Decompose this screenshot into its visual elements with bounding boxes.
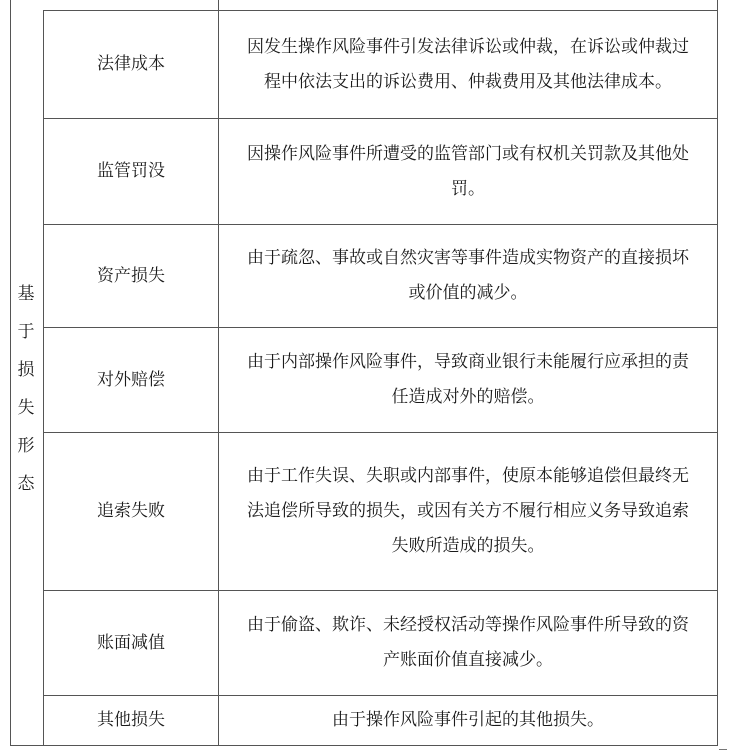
loss-type-name: 监管罚没 <box>97 161 165 181</box>
desc-line: 由于疏忽、事故或自然灾害等事件造成实物资产的直接损坏 <box>247 248 689 268</box>
loss-type-name: 其他损失 <box>97 710 165 730</box>
table-row-other-loss-desc <box>219 696 717 745</box>
category-char: 态 <box>17 474 35 494</box>
desc-line: 程中依法支出的诉讼费用、仲裁费用及其他法律成本。 <box>264 71 672 92</box>
desc-line: 任造成对外的赔偿。 <box>391 387 545 407</box>
loss-type-name: 对外赔偿 <box>97 369 165 390</box>
desc-line: 由于内部操作风险事件，导致商业银行未能履行应承担的责 <box>247 352 689 372</box>
desc-line: 因操作风险事件所遭受的监管部门或有权机关罚款及其他处 <box>247 143 689 164</box>
table-row-compensation-desc <box>219 328 717 432</box>
table-row-regulatory-desc <box>219 119 717 224</box>
loss-type-name: 追索失败 <box>97 501 165 521</box>
desc-line: 产账面价值直接减少。 <box>383 650 553 670</box>
table-border-bottom <box>10 745 718 746</box>
table-row-impairment-desc <box>219 591 717 695</box>
category-char: 基 <box>17 284 35 304</box>
table-border-right <box>717 0 718 746</box>
desc-line: 或价值的减少。 <box>408 283 528 303</box>
table-row-asset-loss-name <box>44 225 218 327</box>
desc-line: 失败所造成的损失。 <box>391 536 545 556</box>
table-row-recovery-failure-name <box>44 433 218 590</box>
desc-line: 罚。 <box>451 178 485 199</box>
category-char: 于 <box>17 322 35 342</box>
category-char: 形 <box>17 436 35 456</box>
table-row-other-loss-name <box>44 696 218 745</box>
table-row-legal-cost-name <box>44 11 218 118</box>
category-char: 失 <box>17 398 35 418</box>
table-row-asset-loss-desc <box>219 225 717 327</box>
table-row-recovery-failure-desc <box>219 433 717 590</box>
desc-line: 法追偿所导致的损失，或因有关方不履行相应义务导致追索 <box>247 501 689 521</box>
desc-line: 由于工作失误、失职或内部事件，使原本能够追偿但最终无 <box>247 466 689 486</box>
desc-line: 因发生操作风险事件引发法律诉讼或仲裁，在诉讼或仲裁过 <box>247 36 689 57</box>
table-row-legal-cost-desc <box>219 11 717 118</box>
table-row-impairment-name <box>44 591 218 695</box>
loss-type-name: 法律成本 <box>97 54 165 74</box>
table-row-compensation-name <box>44 328 218 432</box>
loss-type-name: 账面减值 <box>97 632 165 653</box>
table-row-regulatory-name <box>44 119 218 224</box>
loss-type-name: 资产损失 <box>97 265 165 286</box>
page-corner-mark <box>719 749 727 750</box>
category-label <box>10 224 42 554</box>
desc-line: 由于偷盗、欺诈、未经授权活动等操作风险事件所导致的资 <box>247 615 689 635</box>
category-char: 损 <box>17 360 35 380</box>
desc-line: 由于操作风险事件引起的其他损失。 <box>332 710 604 730</box>
